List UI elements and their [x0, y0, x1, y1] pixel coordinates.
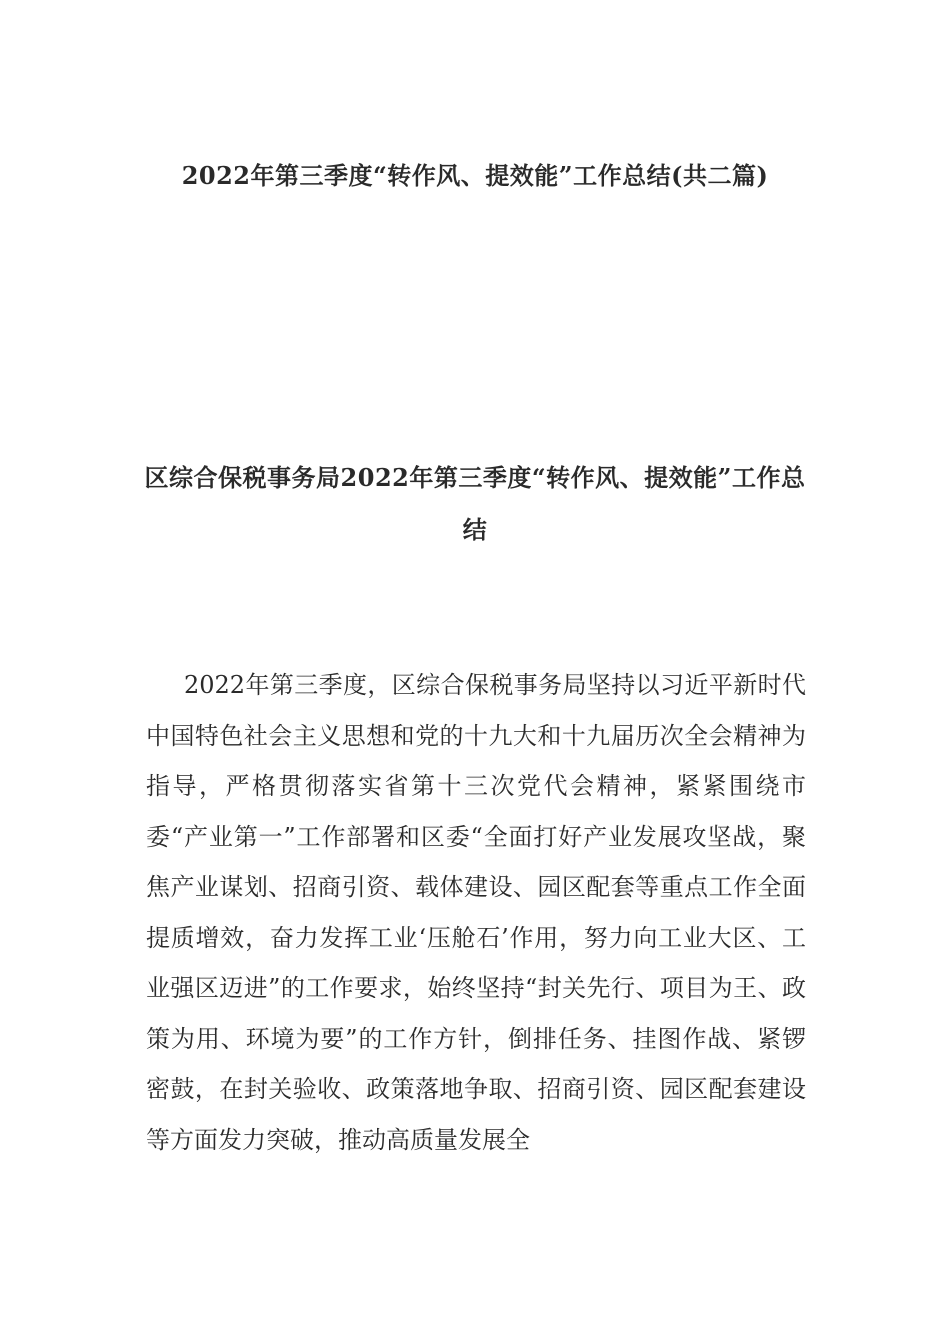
article-title: 区综合保税事务局2022年第三季度“转作风、提效能”工作总结 [144, 463, 806, 544]
body-paragraph: 2022年第三季度，区综合保税事务局坚持以习近平新时代中国特色社会主义思想和党的十九大和十九届历次全会精神为指导，严格贯彻落实省第十三次党代会精神，紧紧围绕市委“产业第一”工作部署和区委“全面打好产业发展攻坚战，聚焦产业谋划、招商引资、载体建设、园区配套等重点工作全面提质增效，奋力发挥工业‘压舱石’作用，努力向工业大区、工业强区迈进”的工作要求，始终坚持“封关先行、项目为王、政策为用、环境为要”的工作方针，倒排任务、挂图作战、紧锣密鼓，在封关验收、政策落地争取、招商引资、园区配套建设等方面发力突破，推动高质量发展全 [146, 671, 806, 1154]
document-title: 2022年第三季度“转作风、提效能”工作总结(共二篇) [181, 161, 769, 190]
